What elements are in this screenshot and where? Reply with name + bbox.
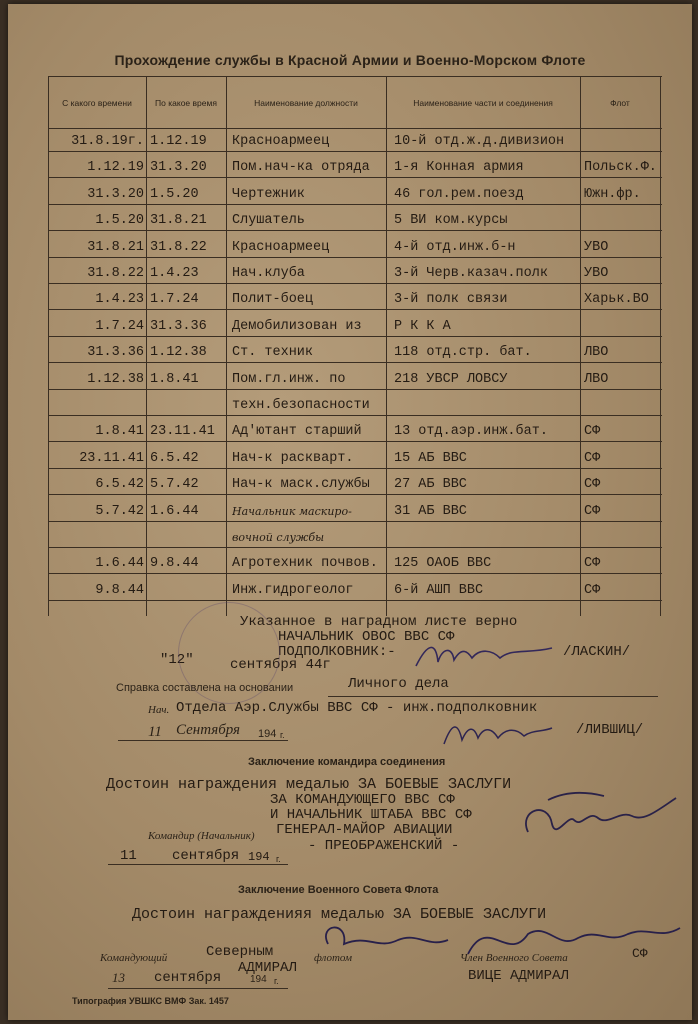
signature-preobrazhensky	[508, 780, 684, 860]
table-cell-unit: 118 отд.стр. бат.	[394, 345, 532, 361]
signature-livshits	[438, 716, 558, 750]
table-cell-position: Агротехник почвов.	[232, 556, 378, 572]
table-cell-position: Нач.клуба	[232, 266, 305, 281]
row-line	[48, 389, 662, 390]
table-cell-to: 1.5.20	[150, 186, 199, 202]
table-cell-from: 1.12.19	[87, 160, 144, 176]
row-line	[48, 257, 662, 258]
table-cell-fleet: Южн.фр.	[584, 186, 641, 202]
table-cell-to: 31.8.21	[150, 213, 207, 229]
council-date-month: сентября	[154, 970, 222, 986]
row-line	[48, 547, 662, 548]
signature-laskin	[408, 636, 558, 676]
council-date-day: 13	[112, 970, 125, 985]
table-cell-to: 1.12.38	[150, 345, 207, 361]
commander-date-month: сентября	[172, 848, 240, 864]
table-cell-position: Чертежник	[232, 186, 305, 202]
table-cell-to: 1.8.41	[150, 371, 199, 387]
table-cell-fleet: СФ	[584, 582, 601, 598]
service-table	[48, 76, 662, 616]
table-cell-from: 31.8.22	[87, 266, 144, 281]
commander-label: Командир (Начальник)	[148, 830, 255, 842]
header-divider	[48, 128, 662, 129]
table-cell-unit: 4-й отд.инж.б-н	[394, 239, 516, 255]
spravka-date-suffix: г.	[280, 730, 285, 740]
row-line	[48, 151, 662, 152]
signature-council	[308, 904, 688, 974]
table-cell-unit: 10-й отд.ж.д.дивизион	[394, 134, 565, 149]
commander-text-1: Достоин награждения медалью ЗА БОЕВЫЕ ЗАСЛУГИ	[106, 776, 512, 793]
table-cell-unit: 15 АБ ВВС	[394, 450, 467, 466]
spravka-date-day: 11	[148, 724, 162, 740]
table-cell-from: 1.12.38	[87, 371, 144, 387]
row-line	[48, 494, 662, 495]
table-cell-position: Начальник маскиро-	[232, 504, 352, 518]
table-cell-from: 9.8.44	[95, 582, 144, 598]
table-cell-fleet: УВО	[584, 266, 609, 281]
table-cell-from: 31.8.19г.	[71, 134, 144, 149]
table-cell-fleet: СФ	[584, 450, 601, 466]
table-cell-position: Пом.гл.инж. по	[232, 371, 346, 387]
row-line	[48, 230, 662, 231]
table-border-top	[48, 76, 662, 77]
spravka-name: /ЛИВШИЦ/	[576, 722, 644, 738]
table-cell-fleet: СФ	[584, 503, 601, 519]
table-cell-from: 31.8.21	[87, 239, 144, 255]
table-cell-unit: 27 АБ ВВС	[394, 477, 467, 493]
commander-date-year: 194	[248, 850, 270, 864]
table-cell-from: 1.8.41	[95, 424, 144, 440]
council-heading: Заключение Военного Совета Флота	[238, 884, 439, 896]
table-cell-from: 31.3.36	[87, 345, 144, 361]
table-cell-to: 23.11.41	[150, 424, 215, 440]
table-cell-fleet: ЛВО	[584, 345, 609, 361]
spravka-date-year: 194	[258, 728, 277, 740]
table-cell-unit: 46 гол.рем.поезд	[394, 186, 524, 202]
table-cell-to: 9.8.44	[150, 556, 199, 572]
table-cell-position: вочной службы	[232, 531, 325, 544]
council-date-year: 194	[250, 974, 267, 985]
table-cell-position: Демобилизован из	[232, 318, 362, 334]
council-cmd-label: Командующий	[100, 952, 168, 964]
row-line	[48, 177, 662, 178]
table-cell-position: Красноармеец	[232, 239, 330, 255]
spravka-date-month: Сентября	[176, 722, 241, 738]
table-cell-unit: 31 АБ ВВС	[394, 503, 467, 519]
table-cell-position: Ад'ютант старший	[232, 424, 362, 440]
col-header-fleet: Флот	[610, 98, 630, 109]
table-cell-fleet: СФ	[584, 556, 601, 572]
table-cell-to: 6.5.42	[150, 450, 199, 466]
table-cell-from: 23.11.41	[79, 450, 144, 466]
row-line	[48, 309, 662, 310]
council-member-label: Член Военного Совета	[460, 952, 568, 964]
table-cell-position: Полит-боец	[232, 292, 314, 308]
table-cell-to: 1.7.24	[150, 292, 199, 308]
table-cell-position: техн.безопасности	[232, 398, 370, 413]
council-cmd-fleet: Северным	[206, 944, 274, 960]
row-line	[48, 283, 662, 284]
row-line	[48, 600, 662, 601]
commander-date-day: 11	[120, 848, 137, 864]
table-cell-fleet: СФ	[584, 424, 601, 440]
commander-text-3: И НАЧАЛЬНИК ШТАБА ВВС СФ	[270, 807, 472, 823]
table-cell-unit: 218 УВСР ЛОВСУ	[394, 371, 508, 387]
col-header-position: Наименование должности	[254, 98, 358, 109]
table-cell-to: 31.3.20	[150, 160, 207, 176]
table-cell-unit: 5 ВИ ком.курсы	[394, 213, 508, 229]
council-cmd-fleet-suffix: флотом	[314, 952, 353, 964]
verify-date-rest: сентября 44г	[230, 657, 331, 673]
verify-date-day: "12"	[160, 652, 194, 668]
council-sf: СФ	[632, 946, 648, 961]
page-title: Прохождение службы в Красной Армии и Военно-Морском Флоте	[114, 52, 586, 68]
table-cell-unit: 6-й АШП ВВС	[394, 582, 484, 598]
table-cell-fleet: Польск.Ф.	[584, 160, 657, 176]
table-cell-fleet: Харьк.ВО	[584, 292, 649, 308]
row-line	[48, 415, 662, 416]
verify-name: /ЛАСКИН/	[563, 644, 631, 660]
council-date-suffix: г.	[274, 976, 279, 986]
row-line	[48, 441, 662, 442]
verify-line-1: Указанное в наградном листе верно	[240, 614, 518, 630]
table-cell-fleet: УВО	[584, 239, 609, 255]
commander-text-5: - ПРЕОБРАЖЕНСКИЙ -	[308, 838, 460, 854]
table-cell-unit: 1-я Конная армия	[394, 160, 524, 176]
table-cell-to: 1.6.44	[150, 503, 199, 519]
table-cell-to: 31.3.36	[150, 318, 207, 334]
row-line	[48, 336, 662, 337]
spravka-nach-label: Нач.	[148, 704, 170, 716]
table-cell-to: 1.4.23	[150, 266, 199, 281]
table-cell-from: 1.7.24	[95, 318, 144, 334]
verify-line-3: ПОДПОЛКОВНИК:-	[278, 644, 396, 660]
col-header-from: С какого времени	[62, 98, 132, 109]
table-cell-position: Пом.нач-ка отряда	[232, 160, 370, 176]
table-cell-unit: 3-й полк связи	[394, 292, 508, 308]
col-header-unit: Наименование части и соединения	[413, 98, 553, 109]
council-text: Достоин награжденияя медалью ЗА БОЕВЫЕ ЗАСЛУГИ	[132, 906, 547, 923]
table-cell-position: Нач-к раскварт.	[232, 450, 354, 466]
table-cell-unit: 13 отд.аэр.инж.бат.	[394, 424, 548, 440]
table-cell-from: 6.5.42	[95, 477, 144, 493]
row-line	[48, 521, 662, 522]
table-cell-unit: 125 ОАОБ ВВС	[394, 556, 492, 572]
spravka-nach-text: Отдела Аэр.Службы ВВС СФ - инж.подполковник	[176, 700, 538, 716]
row-line	[48, 362, 662, 363]
col-header-to: По какое время	[155, 98, 217, 109]
document-page	[8, 4, 692, 1020]
commander-heading: Заключение командира соединения	[248, 756, 446, 768]
commander-date-suffix: г.	[276, 854, 281, 864]
council-rank-2: ВИЦЕ АДМИРАЛ	[468, 968, 569, 984]
commander-text-2: ЗА КОМАНДУЮЩЕГО ВВС СФ	[270, 792, 455, 808]
table-cell-fleet: СФ	[584, 477, 601, 493]
row-line	[48, 204, 662, 205]
spravka-value: Личного дела	[348, 676, 449, 692]
table-cell-from: 1.4.23	[95, 292, 144, 308]
table-cell-position: Красноармеец	[232, 134, 330, 149]
row-line	[48, 573, 662, 574]
table-cell-position: Инж.гидрогеолог	[232, 582, 354, 598]
spravka-label: Справка составлена на основании	[116, 682, 294, 694]
commander-text-4: ГЕНЕРАЛ-МАЙОР АВИАЦИИ	[276, 822, 453, 838]
printer-footer: Типография УВШКС ВМФ Зак. 1457	[72, 996, 229, 1006]
table-cell-unit: Р К К А	[394, 318, 451, 334]
table-cell-fleet: ЛВО	[584, 371, 609, 387]
table-cell-position: Слушатель	[232, 213, 305, 229]
table-cell-to: 5.7.42	[150, 477, 199, 493]
table-cell-from: 31.3.20	[87, 186, 144, 202]
table-cell-from: 5.7.42	[95, 503, 144, 519]
table-cell-from: 1.5.20	[95, 213, 144, 229]
table-cell-position: Нач-к маск.службы	[232, 477, 370, 493]
row-line	[48, 468, 662, 469]
verify-line-2: НАЧАЛЬНИК ОВОС ВВС СФ	[278, 629, 455, 645]
table-cell-unit: 3-й Черв.казач.полк	[394, 266, 548, 281]
table-cell-to: 1.12.19	[150, 134, 207, 149]
table-cell-from: 1.6.44	[95, 556, 144, 572]
council-rank-1: АДМИРАЛ	[238, 960, 297, 976]
table-cell-to: 31.8.22	[150, 239, 207, 255]
table-cell-position: Ст. техник	[232, 345, 314, 361]
